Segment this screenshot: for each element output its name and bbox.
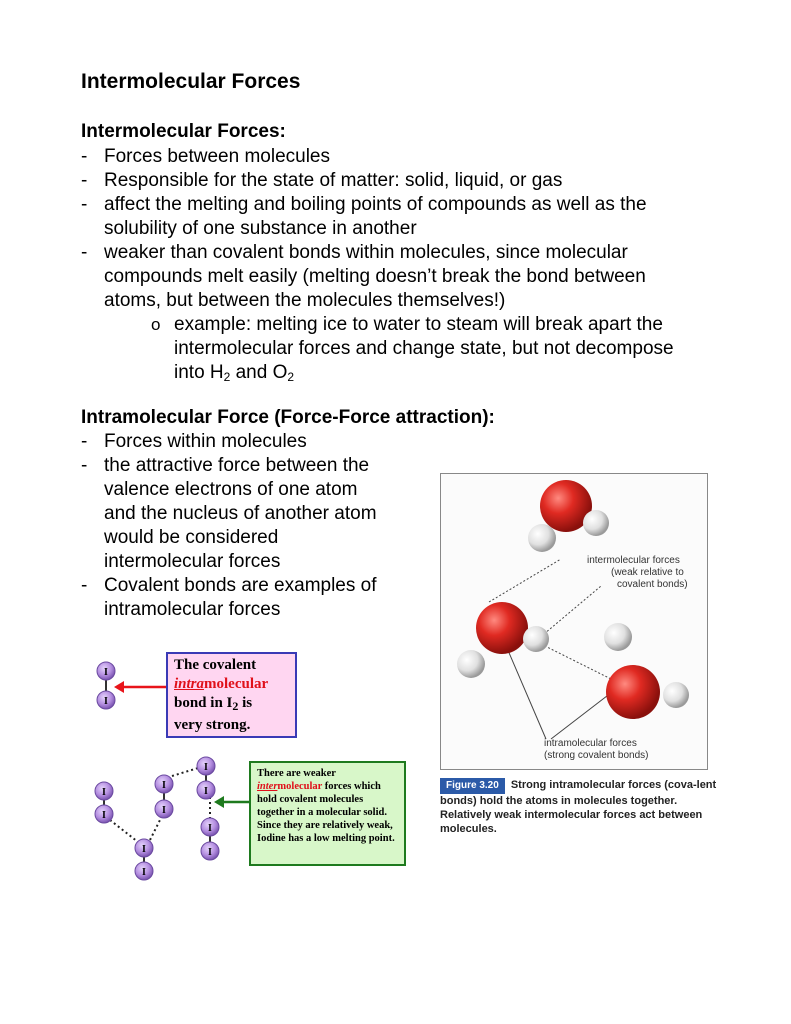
figure-label: Figure 3.20: [440, 778, 505, 794]
bullet-text: Covalent bonds are examples of: [104, 575, 377, 596]
bullet-text: intermolecular forces: [104, 551, 281, 572]
bullet-dash: -: [81, 170, 88, 191]
bullet-dash: -: [81, 455, 88, 476]
bullet-text: and the nucleus of another atom: [104, 503, 377, 524]
figure-caption: [440, 778, 730, 836]
intermolecular-note: There are weaker intermolecular forces which hold covalent molecules together in a molecular solid. Since they are relatively weak, Iodine has a low melting point.: [249, 761, 406, 866]
sub-bullet-marker: o: [151, 315, 161, 334]
bullet-dash: -: [81, 194, 88, 215]
svg-text:I: I: [162, 780, 166, 791]
page-title: Intermolecular Forces: [81, 70, 301, 93]
sub-bullet-text: into $H_2$ and $O_2$: [174, 362, 295, 384]
bullet-text: weaker than covalent bonds within molecules, since molecular: [104, 242, 628, 263]
svg-text:I: I: [104, 696, 108, 707]
hydrogen-atom: [457, 650, 485, 678]
svg-text:I: I: [102, 787, 106, 798]
red-arrow-head: [114, 681, 124, 693]
hydrogen-atom: [583, 510, 609, 536]
hydrogen-atom: [528, 524, 556, 552]
hydrogen-atom: [523, 626, 549, 652]
bullet-text: Responsible for the state of matter: solid, liquid, or gas: [104, 170, 563, 191]
intermolecular-label: intermolecular forces (weak relative to covalent bonds): [587, 555, 688, 590]
bullet-text: the attractive force between the: [104, 455, 370, 476]
water-molecules-figure: [440, 473, 708, 770]
bullet-dash: -: [81, 575, 88, 596]
svg-text:I: I: [142, 844, 146, 855]
water-molecules-illustration: [441, 474, 707, 769]
svg-text:I: I: [208, 823, 212, 834]
sub-bullet-text: example: melting ice to water to steam will break apart the: [174, 314, 663, 335]
bullet-dash: -: [81, 431, 88, 452]
svg-text:I: I: [162, 805, 166, 816]
bullet-dash: -: [81, 146, 88, 167]
bullet-text: intramolecular forces: [104, 599, 281, 620]
svg-text:I: I: [102, 810, 106, 821]
bullet-text: compounds melt easily (melting doesn’t break the bond between: [104, 266, 646, 287]
covalent-bond-note: The covalent intramolecular bond in $I_2$ is very strong.: [166, 652, 297, 738]
bullet-text: Forces between molecules: [104, 146, 330, 167]
intramolecular-label: intramolecular forces (strong covalent bonds): [544, 738, 649, 761]
svg-text:I: I: [142, 867, 146, 878]
oxygen-atom: [606, 665, 660, 719]
hydrogen-atom: [663, 682, 689, 708]
bullet-text: atoms, but between the molecules themselves!): [104, 290, 506, 311]
intramolecular-heading: Intramolecular Force (Force-Force attraction):: [81, 407, 495, 428]
bullet-text: would be considered: [104, 527, 279, 548]
sub-bullet-text: intermolecular forces and change state, but not decompose: [174, 338, 674, 359]
svg-text:I: I: [204, 762, 208, 773]
hydrogen-atom: [604, 623, 632, 651]
bullet-dash: -: [81, 242, 88, 263]
bullet-text: valence electrons of one atom: [104, 479, 358, 500]
bullet-text: affect the melting and boiling points of compounds as well as the: [104, 194, 647, 215]
svg-text:I: I: [208, 847, 212, 858]
svg-text:I: I: [104, 667, 108, 678]
svg-text:I: I: [204, 786, 208, 797]
intermolecular-heading: Intermolecular Forces:: [81, 121, 286, 142]
green-arrow-head: [214, 796, 224, 808]
bullet-text: Forces within molecules: [104, 431, 307, 452]
bullet-text: solubility of one substance in another: [104, 218, 417, 239]
caption-text: Strong intramolecular forces (cova-lent bonds) hold the atoms in molecules together. Relatively weak intermolecular forces act between molecules.: [440, 779, 717, 835]
oxygen-atom: [476, 602, 528, 654]
